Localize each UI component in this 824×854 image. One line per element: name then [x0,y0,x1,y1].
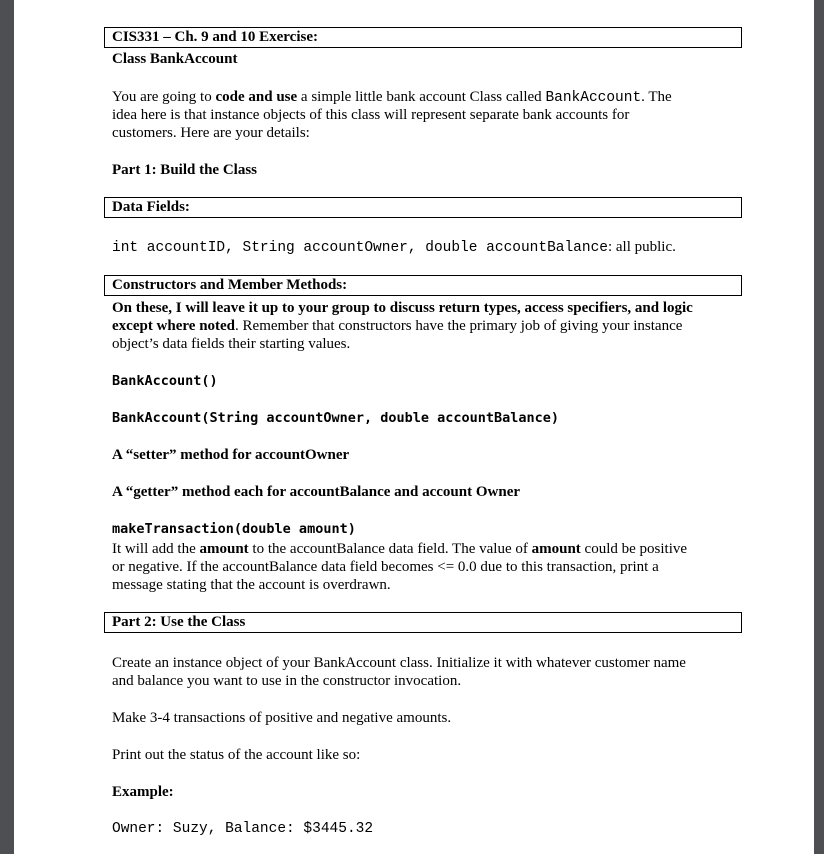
setter-line: A “setter” method for accountOwner [112,447,350,463]
ctor-params: BankAccount(String accountOwner, double accountBalance) [112,410,560,426]
class-title: Class BankAccount [112,51,238,67]
example-label: Example: [112,784,174,800]
part2-para3: Print out the status of the account like so: [112,747,361,763]
constructors-note-2: except where noted. Remember that constructors have the primary job of giving your instance [112,318,683,334]
course-title-box [104,27,742,48]
part2-para2: Make 3-4 transactions of positive and negative amounts. [112,710,452,726]
course-title: CIS331 – Ch. 9 and 10 Exercise: [112,29,318,45]
example-output: Owner: Suzy, Balance: $3445.32 [112,821,374,837]
make-transaction-desc-2: or negative. If the accountBalance data field becomes <= 0.0 due to this transaction, print a [112,559,659,575]
part2-para1-line2: and balance you want to use in the constructor invocation. [112,673,462,689]
part2-box [104,612,742,633]
data-fields-box [104,197,742,218]
part2-para1-line1: Create an instance object of your BankAccount class. Initialize it with whatever customer name [112,655,686,671]
document-page [14,0,814,854]
constructors-heading: Constructors and Member Methods: [112,277,348,293]
make-transaction-desc-1: It will add the amount to the accountBalance data field. The value of amount could be positive [112,541,688,557]
make-transaction-signature: makeTransaction(double amount) [112,521,356,537]
part1-heading: Part 1: Build the Class [112,162,258,178]
part2-heading: Part 2: Use the Class [112,614,246,630]
constructors-note-3: object’s data fields their starting values. [112,336,351,352]
intro-line-1: You are going to code and use a simple little bank account Class called BankAccount. The [112,89,672,106]
intro-line-3: customers. Here are your details: [112,125,310,141]
data-fields-line: int accountID, String accountOwner, double accountBalance: all public. [112,239,676,256]
constructors-box [104,275,742,296]
intro-line-2: idea here is that instance objects of this class will represent separate bank accounts for [112,107,630,123]
constructors-note-1: On these, I will leave it up to your group to discuss return types, access specifiers, and logic [112,300,693,316]
ctor-default: BankAccount() [112,373,218,389]
make-transaction-desc-3: message stating that the account is overdrawn. [112,577,391,593]
data-fields-heading: Data Fields: [112,199,190,215]
getter-line: A “getter” method each for accountBalance and account Owner [112,484,521,500]
